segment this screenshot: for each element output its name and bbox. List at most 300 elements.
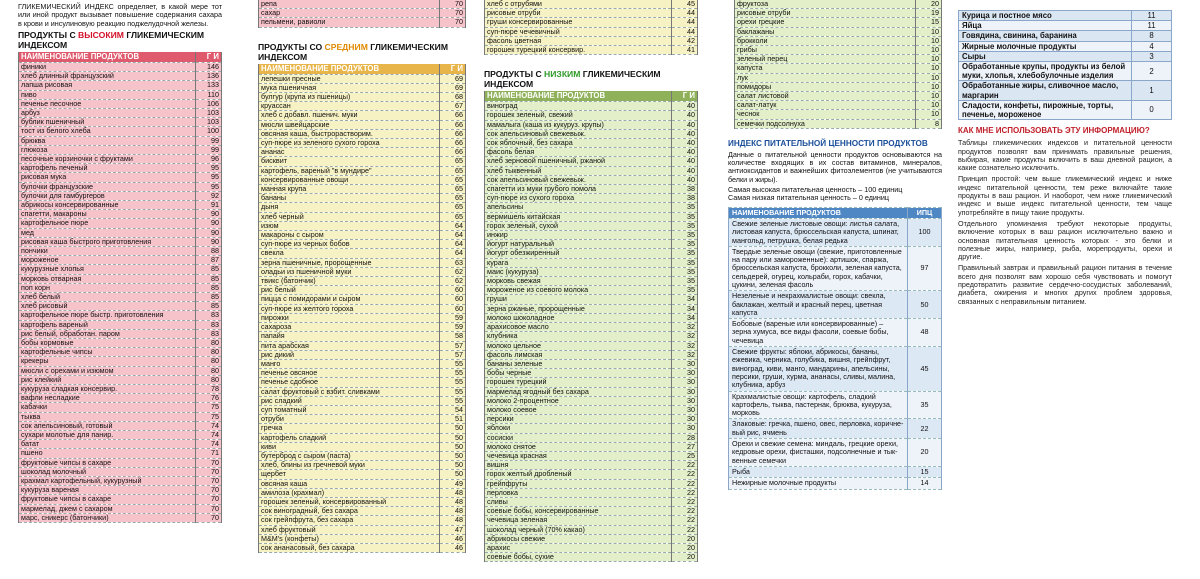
table-row [735, 119, 942, 128]
product-name: пшено [19, 449, 196, 458]
table-row [259, 102, 466, 111]
table-row [729, 246, 942, 290]
index-value: 64 [440, 221, 466, 230]
index-value: 10 [916, 55, 942, 64]
table-row [259, 451, 466, 460]
table-row [485, 332, 698, 341]
table-row [259, 148, 466, 157]
index-value: 8 [916, 119, 942, 128]
table-row [259, 415, 466, 424]
index-value: 40 [672, 157, 698, 166]
product-name: горох желтый дробленый [485, 470, 672, 479]
product-name: Обработанные жиры, сливочное масло, маргарин [959, 81, 1132, 100]
table-row [729, 291, 942, 319]
product-name: рис клейкий [19, 375, 196, 384]
table-row [485, 120, 698, 129]
table-row [485, 277, 698, 286]
table-row [19, 477, 222, 486]
column-nutrition-index [728, 0, 942, 490]
index-value: 55 [440, 359, 466, 368]
product-name: персики [485, 415, 672, 424]
table-row [259, 9, 466, 18]
product-name: сахароза [259, 323, 440, 332]
table-row [485, 258, 698, 267]
table-row [19, 265, 222, 274]
product-name: брокколи [735, 36, 916, 45]
table-row [19, 431, 222, 440]
table-row [19, 256, 222, 265]
product-name: печенье овсяное [259, 369, 440, 378]
table-row [485, 387, 698, 396]
product-name: печенье песочное [19, 99, 196, 108]
product-name: салат фруктовый с взбит. сливками [259, 387, 440, 396]
table-row [485, 166, 698, 175]
product-name: морковь свежая [485, 277, 672, 286]
table-row [959, 11, 1172, 21]
table-header [259, 64, 466, 75]
index-value: 58 [440, 332, 466, 341]
table-row [259, 93, 466, 102]
product-name: курага [485, 258, 672, 267]
table-row [735, 36, 942, 45]
table-row [19, 449, 222, 458]
usage-paragraph-2: Принцип простой: чем выше гликемический индекс и ниже индекс питательной ценности, тем реже включайте такие продукты в ваш рацион. И наоборот, чем ниже гликемический индекс и выше индекс питательной ценности, тем чаще употребляйте в пищу такие продукты. [958, 174, 1172, 217]
product-name: кабачки [19, 403, 196, 412]
index-value: 50 [440, 442, 466, 451]
product-name: сок ананасовый, без сахара [259, 543, 440, 552]
table-row [259, 488, 466, 497]
product-name: Орехи и свежие семена: миндаль, грецкие орехи, кедровые орехи, фисташки, подсолнечные и тык-венные семечки [729, 439, 908, 467]
high-gi-table-tail [258, 0, 466, 28]
index-value: 22 [672, 497, 698, 506]
index-value: 40 [672, 175, 698, 184]
product-name: Свежие фрукты: яблоки, абрикосы, бананы, ежевика, черника, голубика, вишня, грейпфрут, виноград, киви, манго, мандарины, апельсины, персики, груши, хурма, ананасы, сливы, малина, клубника, арбуз [729, 347, 908, 391]
table-row [485, 267, 698, 276]
index-value: 69 [440, 74, 466, 83]
index-value: 48 [440, 507, 466, 516]
index-value: 10 [916, 27, 942, 36]
product-name: йогурт обезжиренный [485, 249, 672, 258]
index-value: 3 [1132, 51, 1172, 61]
product-name: батат [19, 440, 196, 449]
index-value: 0 [1132, 100, 1172, 119]
table-row [485, 396, 698, 405]
index-value: 74 [196, 440, 222, 449]
product-name: грибы [735, 46, 916, 55]
table-row [259, 286, 466, 295]
product-name: манная крупа [259, 185, 440, 194]
table-row [259, 267, 466, 276]
index-value: 70 [196, 504, 222, 513]
index-value: 10 [916, 101, 942, 110]
table-row [259, 221, 466, 230]
index-value: 65 [440, 166, 466, 175]
index-value: 35 [672, 277, 698, 286]
index-value: 44 [672, 27, 698, 36]
table-row [485, 27, 698, 36]
product-name: оладьи из пшеничной муки [259, 267, 440, 276]
product-name: грейпфруты [485, 479, 672, 488]
medium-gi-table [258, 64, 466, 554]
index-value: 30 [672, 424, 698, 433]
table-row [735, 64, 942, 73]
product-name: бисквит [259, 157, 440, 166]
product-name: картофель вареный [19, 320, 196, 329]
index-value: 67 [440, 102, 466, 111]
product-name: фруктовые чипсы в сахаре [19, 458, 196, 467]
table-row [485, 295, 698, 304]
column-low-gi [484, 0, 698, 562]
product-name: мед [19, 228, 196, 237]
product-name: рисовые отруби [735, 9, 916, 18]
product-name: круассан [259, 102, 440, 111]
product-name: песочные корзиночки с фруктами [19, 154, 196, 163]
table-row [259, 497, 466, 506]
table-row [259, 166, 466, 175]
table-row [259, 203, 466, 212]
table-row [485, 479, 698, 488]
product-name: Крахмалистые овощи: картофель, сладкий картофель, тыква, пастернак, брюква, кукуруза, морковь [729, 391, 908, 419]
index-value: 10 [916, 82, 942, 91]
index-value: 68 [440, 93, 466, 102]
header-name: НАИМЕНОВАНИЕ ПРОДУКТОВ [259, 64, 440, 75]
table-row [735, 55, 942, 64]
table-row [19, 99, 222, 108]
index-value: 35 [908, 391, 942, 419]
table-row [485, 203, 698, 212]
product-name: сок виноградный, без сахара [259, 507, 440, 516]
index-value: 40 [672, 166, 698, 175]
index-value: 20 [916, 0, 942, 9]
index-value: 65 [440, 185, 466, 194]
table-row [485, 553, 698, 562]
header-gi: Г И [196, 52, 222, 63]
product-name: спагетти, макароны [19, 210, 196, 219]
table-row [959, 51, 1172, 61]
product-name: вафли несладкие [19, 394, 196, 403]
product-name: Злаковые: гречка, пшено, овес, перловка, коричне-вый рис, ячмень [729, 419, 908, 439]
table-row [485, 18, 698, 27]
table-row [19, 440, 222, 449]
header-name: НАИМЕНОВАНИЕ ПРОДУКТОВ [485, 91, 672, 102]
index-value: 35 [672, 267, 698, 276]
low-gi-title: ПРОДУКТЫ С НИЗКИМ ГЛИКЕМИЧЕСКИМ ИНДЕКСОМ [484, 69, 661, 90]
table-row [485, 304, 698, 313]
product-name: гречка [259, 424, 440, 433]
index-value: 35 [672, 212, 698, 221]
index-value: 51 [440, 415, 466, 424]
nutrition-table-tail [958, 10, 1172, 120]
product-name: арахисовое масло [485, 323, 672, 332]
table-row [19, 394, 222, 403]
table-row [19, 108, 222, 117]
index-value: 136 [196, 72, 222, 81]
product-name: груши [485, 295, 672, 304]
product-name: лапша рисовая [19, 81, 196, 90]
index-value: 4 [1132, 41, 1172, 51]
index-value: 66 [440, 111, 466, 120]
index-value: 100 [908, 218, 942, 246]
index-value: 50 [440, 461, 466, 470]
index-value: 14 [908, 478, 942, 489]
table-row [19, 329, 222, 338]
index-value: 10 [916, 36, 942, 45]
table-row [485, 313, 698, 322]
product-name: пиво [19, 90, 196, 99]
product-name: мармелад, джем с сахаром [19, 504, 196, 513]
table-row [259, 240, 466, 249]
table-row [485, 102, 698, 111]
index-value: 22 [672, 461, 698, 470]
table-row [485, 111, 698, 120]
product-name: горошек турецкий консервир. [485, 46, 672, 55]
table-row [485, 507, 698, 516]
product-name: хлеб с отрубями [485, 0, 672, 9]
table-row [19, 81, 222, 90]
product-name: хлеб черный [259, 212, 440, 221]
index-value: 87 [196, 256, 222, 265]
table-row [259, 332, 466, 341]
column-usage [958, 0, 1172, 309]
product-name: сосиски [485, 433, 672, 442]
product-name: картофель печеный [19, 164, 196, 173]
product-name: крахмал картофельный, кукурузный [19, 477, 196, 486]
table-row [735, 101, 942, 110]
index-value: 48 [908, 319, 942, 347]
product-name: хлеб рисовый [19, 302, 196, 311]
product-name: горошек турецкий [485, 378, 672, 387]
product-name: арбуз [19, 108, 196, 117]
table-row [485, 129, 698, 138]
index-value: 22 [672, 488, 698, 497]
index-value: 80 [196, 366, 222, 375]
nutrition-intro: Данные о питательной ценности продуктов основываются на количестве входящих в их состав витаминов, минералов, антиоксидантов и важнейших фитоэлементов (не учитываются белки и жиры). [728, 149, 942, 184]
product-name: булгур (крупа из пшеницы) [259, 93, 440, 102]
low-gi-table-tail [734, 0, 942, 129]
table-row [19, 274, 222, 283]
table-row [19, 90, 222, 99]
index-value: 70 [440, 0, 466, 9]
table-row [19, 357, 222, 366]
index-value: 30 [672, 369, 698, 378]
index-value: 50 [440, 470, 466, 479]
table-row [485, 175, 698, 184]
index-value: 85 [196, 302, 222, 311]
product-name: фруктоза [735, 0, 916, 9]
table-row [729, 391, 942, 419]
index-value: 92 [196, 191, 222, 200]
index-value: 59 [440, 323, 466, 332]
table-row [485, 341, 698, 350]
product-name: свекла [259, 249, 440, 258]
product-name: изюм [259, 221, 440, 230]
table-row [735, 73, 942, 82]
index-value: 65 [440, 157, 466, 166]
product-name: бутерброд с сыром (паста) [259, 451, 440, 460]
product-name: пельмени, равиоли [259, 18, 440, 27]
product-name: фасоль белая [485, 148, 672, 157]
index-value: 62 [440, 267, 466, 276]
index-value: 83 [196, 329, 222, 338]
index-value: 10 [916, 73, 942, 82]
product-name: отруби [259, 415, 440, 424]
index-value: 28 [672, 433, 698, 442]
table-row [259, 323, 466, 332]
product-name: картофель, вареный "в мундире" [259, 166, 440, 175]
product-name: щербет [259, 470, 440, 479]
index-value: 70 [440, 18, 466, 27]
product-name: картофельное пюре быстр. приготовления [19, 311, 196, 320]
product-name: сливы [485, 497, 672, 506]
table-row [19, 191, 222, 200]
nutrition-min: Самая низкая питательная ценность – 0 единиц [728, 193, 890, 203]
product-name: бублик пшеничный [19, 118, 196, 127]
product-name: рис белый [259, 286, 440, 295]
index-value: 8 [1132, 31, 1172, 41]
table-row [485, 433, 698, 442]
product-name: булочки для гамбургеров [19, 191, 196, 200]
index-value: 70 [196, 477, 222, 486]
product-name: хлеб фруктовый [259, 525, 440, 534]
product-name: зерна пшеничные, пророщенные [259, 258, 440, 267]
index-value: 42 [672, 36, 698, 45]
table-row [259, 313, 466, 322]
product-name: орехи грецкие [735, 18, 916, 27]
index-value: 88 [196, 246, 222, 255]
index-value: 20 [672, 534, 698, 543]
index-value: 15 [916, 18, 942, 27]
product-name: картофельное пюре [19, 219, 196, 228]
index-value: 66 [440, 120, 466, 129]
table-row [19, 118, 222, 127]
nutrition-index-title: ИНДЕКС ПИТАТЕЛЬНОЙ ЦЕННОСТИ ПРОДУКТОВ [728, 138, 928, 148]
index-value: 30 [672, 359, 698, 368]
product-name: молоко соевое [485, 405, 672, 414]
table-row [485, 46, 698, 55]
index-value: 35 [672, 258, 698, 267]
index-value: 76 [196, 394, 222, 403]
table-row [19, 385, 222, 394]
table-row [959, 31, 1172, 41]
table-row [19, 311, 222, 320]
product-name: кукуруза сладкая консервир. [19, 385, 196, 394]
product-name: Говядина, свинина, баранина [959, 31, 1132, 41]
index-value: 80 [196, 357, 222, 366]
product-name: сок апельсиновый свежевыж. [485, 175, 672, 184]
table-row [19, 375, 222, 384]
product-name: суп-пюре из зеленого сухого гороха [259, 139, 440, 148]
product-name: апельсины [485, 203, 672, 212]
index-value: 55 [440, 387, 466, 396]
product-name: тыква [19, 412, 196, 421]
table-row [259, 18, 466, 27]
table-row [485, 286, 698, 295]
index-value: 45 [672, 0, 698, 9]
index-value: 80 [196, 348, 222, 357]
index-value: 27 [672, 442, 698, 451]
index-value: 71 [196, 449, 222, 458]
product-name: салат-латук [735, 101, 916, 110]
product-name: картофель сладкий [259, 433, 440, 442]
table-row [19, 467, 222, 476]
product-name: рис сладкий [259, 396, 440, 405]
product-name: перловка [485, 488, 672, 497]
index-value: 10 [916, 46, 942, 55]
header-gi: Г И [672, 91, 698, 102]
table-header [485, 91, 698, 102]
product-name: фасоль цветная [485, 36, 672, 45]
nutrition-table-header: НАИМЕНОВАНИЕ ПРОДУКТОВ ИПЦ [729, 207, 942, 218]
index-value: 83 [196, 311, 222, 320]
table-row [485, 470, 698, 479]
table-row [19, 292, 222, 301]
product-name: тост из белого хлеба [19, 127, 196, 136]
product-name: Бобовые (вареные или консервированные) – зерна хумуса, все виды фасоли, соевые бобы, чечевица [729, 319, 908, 347]
product-name: булочки французские [19, 182, 196, 191]
index-value: 90 [196, 237, 222, 246]
product-name: мамалыга (каша из кукуруз. крупы) [485, 120, 672, 129]
product-name: семечки подсолнуха [735, 119, 916, 128]
index-value: 40 [672, 148, 698, 157]
product-name: мороженое [19, 256, 196, 265]
product-name: бобы черные [485, 369, 672, 378]
table-row [259, 442, 466, 451]
table-row [259, 350, 466, 359]
index-value: 35 [672, 231, 698, 240]
table-row [485, 497, 698, 506]
product-name: бананы [259, 194, 440, 203]
product-name: хлеб белый [19, 292, 196, 301]
product-name: М&М's (конфеты) [259, 534, 440, 543]
index-value: 11 [1132, 11, 1172, 21]
product-name: помидоры [735, 82, 916, 91]
product-name: капуста [735, 64, 916, 73]
index-value: 44 [672, 18, 698, 27]
index-value: 32 [672, 341, 698, 350]
index-value: 22 [672, 525, 698, 534]
product-name: горошек зеленый, консервированный [259, 497, 440, 506]
table-row [485, 359, 698, 368]
table-row [19, 237, 222, 246]
index-value: 34 [672, 313, 698, 322]
product-name: манго [259, 359, 440, 368]
product-name: горошек зеленый, свежий [485, 111, 672, 120]
product-name: хлеб, блины из гречневой муки [259, 461, 440, 470]
index-value: 90 [196, 228, 222, 237]
column-high-gi [18, 0, 222, 523]
index-value: 15 [908, 466, 942, 477]
product-name: спагетти из муки грубого помола [485, 185, 672, 194]
index-value: 41 [672, 46, 698, 55]
table-row [485, 442, 698, 451]
index-value: 30 [672, 387, 698, 396]
index-value: 32 [672, 350, 698, 359]
product-name: абрикосы свежие [485, 534, 672, 543]
index-value: 75 [196, 403, 222, 412]
table-row [735, 27, 942, 36]
product-name: мука пшеничная [259, 83, 440, 92]
product-name: инжир [485, 231, 672, 240]
index-value: 22 [672, 470, 698, 479]
product-name: дыня [259, 203, 440, 212]
table-row [729, 478, 942, 489]
table-row [259, 139, 466, 148]
index-value: 70 [440, 9, 466, 18]
product-name: консервированные овощи [259, 175, 440, 184]
product-name: горох зеленый, сухой [485, 221, 672, 230]
table-row [485, 139, 698, 148]
index-value: 45 [908, 347, 942, 391]
